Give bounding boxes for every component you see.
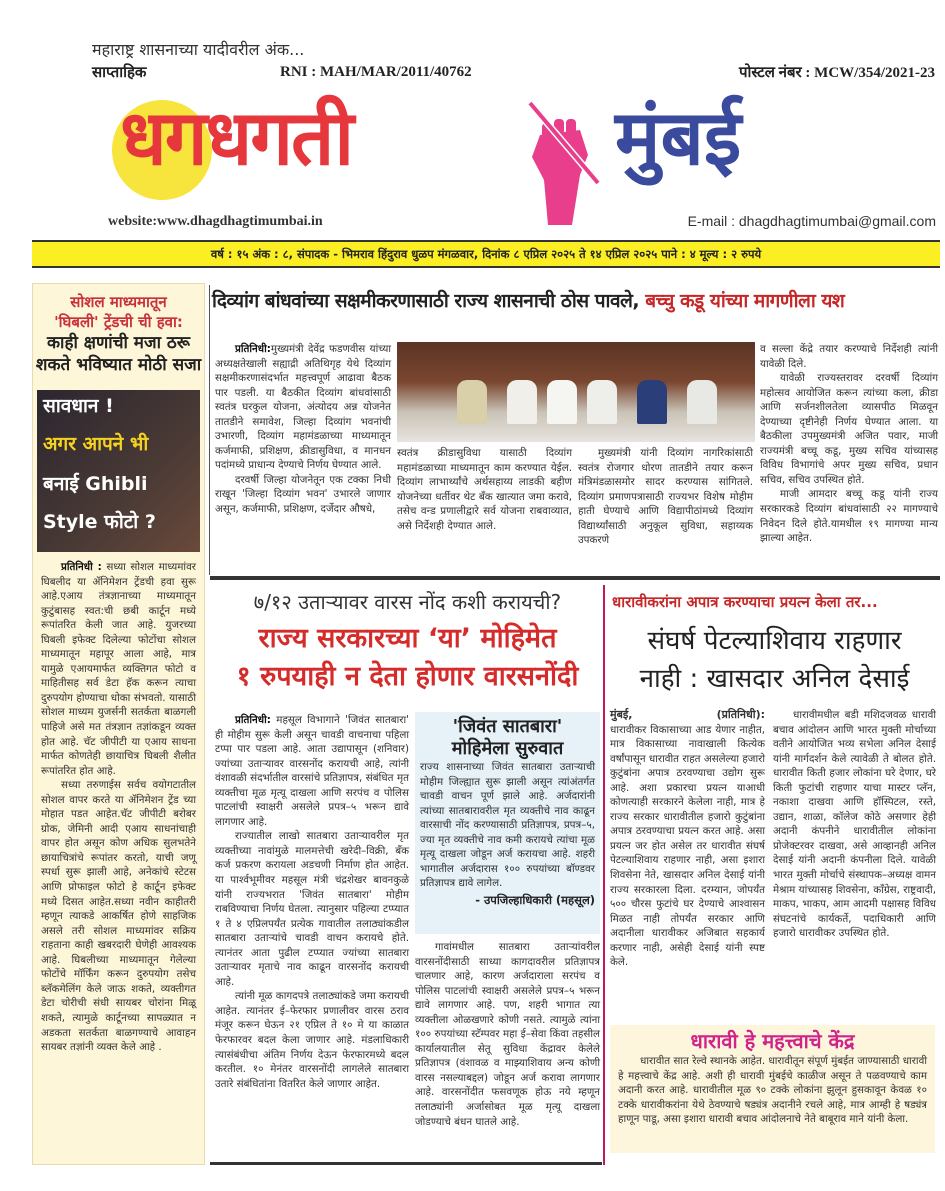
byline: (प्रतिनिधी): [716,708,765,721]
dateline: मुंबई, [610,708,633,721]
left-kicker-1: सोशल माध्यमातून [70,293,167,311]
top-article-col4 [760,342,938,546]
top-headline [212,290,938,312]
email-link[interactable]: E-mail : dhagdhagtimumbai@gmail.com [687,213,936,229]
middle-article-col1 [215,713,409,1091]
headline-line: संघर्ष पेटल्याशिवाय राहणार [647,626,902,656]
top-article-col2: स्वतंत्र क्रीडासुविधा यासाठी दिव्यांग महामंडळाच्या माध्यमातून काम करण्यात येईल. दिव्यांग लाभार्थ्यांचे अर्थसहाय्य लाडकी बहीण योजनेच्या धर्तीवर थेट बँक खात्यात जमा करावे, तसेच वन्ड प्रणालीद्वारे सर्व योजना राबवाव्यात, असे निर्देशही देण्यात आले. [397,447,572,532]
headline-line: राज्य सरकारच्या ‘या’ मोहिमेत [258,623,557,654]
website-link[interactable]: website:www.dhagdhagtimumbai.in [108,214,323,229]
postal-number: पोस्टल नंबर : MCW/354/2021-23 [738,65,935,81]
left-kicker-2: 'घिबली' ट्रेंडची ची हवा: [54,313,183,331]
issue-info-bar: वर्ष : १५ अंक : ८, संपादक - भिमराव हिंदुराव धुळप मंगळवार, दिनांक ८ एप्रिल २०२५ ते १४ एप्रिल २०२५ पाने : ४ मूल्य : २ रुपये [32,240,940,268]
box-text: राज्य शासनाच्या जिवंत सातबारा उताऱ्याची मोहीम जिल्ह्यात सुरू झाली असून त्यांअंतर्गत चावडी वाचन पूर्ण झाले आहे. अर्जदारांनी त्यांच्या सातबारावरील मृत व्यक्तीचे नाव काढून वारसाची नोंद करण्यासाठी प्रतिज्ञापत्र, प्रपत्र–५, ज्या मृत व्यक्तीचे नाव कमी करायचे त्यांचा मूळ मृत्यू दाखला जोडून अर्ज करायचा आहे. शहरी भागातील अर्जदारास १०० रुपयांच्या बॉण्डवर प्रतिज्ञापत्र द्यावे लागेल. [420,761,595,890]
right-article-col1 [610,708,765,970]
paragraph: यावेळी राज्यस्तरावर दरवर्षी दिव्यांग महोत्सव आयोजित करून त्यांच्या कला, क्रीडा आणि सर्जनशीलतेला व्यासपीठ मिळवून देण्याच्या दृष्टीनेही निर्णय घेण्यात आला. या बैठकीला उपमुख्यमंत्री अजित पवार, माजी राज्यमंत्री बच्चू कडू, मुख्य सचिव यांच्यासह विविध विभागांचे अपर मुख्य सचिव, प्रधान सचिव, सचिव उपस्थित होते. [760,372,938,486]
box-text: धारावीत सात रेल्वे स्थानके आहेत. धारावीतून संपूर्ण मुंबईत जाण्यासाठी धारावी हे महत्त्वाचे केंद्र आहे. अशी ही धारावी मुंबईचे काळीज असून ते पळवण्याचे काम अदानी करत आहे. धारावीतील मूळ ९० टक्के लोकांना झुलून हुसकावून केवळ १० टक्के धारावीकरांना येथे ठेवण्याचे षड्यंत्र अदानीने रचले आहे, मात्र आम्ही हे षड्यंत्र हाणून पाडू, असा इशारा धारावी बचाव आंदोलनाचे नेते बाबूराव माने यांनी केला. [618,1055,927,1126]
promo-line: सावधान ! [43,395,114,417]
top-article-col1 [215,342,391,517]
fist-pen-icon [510,95,610,225]
paragraph: राज्यातील लाखो सातबारा उताऱ्यावरील मृत व्यक्तीच्या नावांमुळे मालमत्तेची खरेदी–विक्री, बँक कर्ज प्रकरण करायला अडचणी निर्माण होत आहेत. या पार्श्वभूमीवर महसूल मंत्री चंद्रशेखर बावनकुळे यांनी राज्यभरात 'जिवंत सातबारा' मोहीम राबविण्याचा निर्णय घेतला. त्यानुसार पहिल्या टप्प्यात १ ते ४ एप्रिलपर्यंत प्रत्येक गावातील तलाठ्यांकडील सातबारा उताऱ्यांचे चावडी वाचन करायचे होते. त्यानंतर आता पुढील टप्प्यात ज्यांच्या सातबारा उताऱ्यावर मृताचे नाव काढून वारसनोंद करायची आहे. [215,830,409,988]
promo-line: बनाई Ghibli [43,473,148,495]
headline-line: नाही : खासदार अनिल देसाई [639,664,910,694]
left-article-body [33,560,204,1055]
meeting-photo [397,342,755,442]
divider [603,585,605,1165]
middle-subhead: ७/१२ उताऱ्यावर वारस नोंद कशी करायची? [253,590,562,614]
right-article-col2: धारावीमधील बडी मशिदजवळ धारावी बचाव आंदोलन आणि भारत मुक्ती मोर्चाच्या वतीने आयोजित भव्य सभेला अनिल देसाई यांनी मार्गदर्शन केले त्यावेळी ते बोलत होते. धारावीत किती हजार लोकांना घरे देणार, घरे किती फुटांची राहणार याचा मास्टर प्लॅन, नकाशा दाखवा आणि हॉस्पिटल, रस्ते, उद्यान, शाळा, कॉलेज कोठे असणार हेही अदानी कंपनीने धारावीतील लोकांना प्रोजेक्टरवर दाखवा, असे आव्हानही अनिल देसाई यांनी अदानी कंपनीला दिले. यावेळी भारत मुक्ती मोर्चाचे संस्थापक–अध्यक्ष वामन मेश्राम यांच्यासह शिवसेना, काँग्रेस, राष्ट्रवादी, माकप, भाकप, आम आदमी पक्षासह विविध संघटनांचे कार्यकर्ते, पदाधिकारी आणि हजारो धारावीकर उपस्थित होते. [773,709,936,940]
byline: प्रतिनिधी: [235,714,271,726]
masthead-frequency: साप्ताहिक [92,63,147,81]
paragraph: मुख्यमंत्री देवेंद्र फडणवीस यांच्या अध्यक्षतेखाली सह्याद्री अतिथिगृह येथे दिव्यांग सक्षमीकरणासंदर्भात महत्त्वपूर्ण आढावा बैठक पार पडली. या बैठकीत दिव्यांग बांधवांसाठी स्वतंत्र घरकुल योजना, अंत्योदय अन्न योजनेत तातडीने समावेश, जिल्हा दिव्यांग भवनांची उभारणी, दिव्यांग महामंडळाच्या माध्यमातून कर्जमाफी, प्रशिक्षण, क्रीडासुविधा, व मानधन पदांमध्ये प्राधान्य देण्याचे निर्णय घेण्यात आले. [215,343,391,472]
logo-title-part1: धगधगती [120,93,353,182]
section-rule [210,1162,602,1165]
logo-title-part2: मुंबई [615,93,742,182]
headline-red-text: बच्चु कडू यांच्या मागणीला यश [645,290,845,312]
middle-article-col2: गावांमधील सातबारा उताऱ्यांवरील वारसनोंदीसाठी साध्या कागदावरील प्रतिज्ञापत्र चालणार आहे, कारण अर्जदाराला सरपंच व पोलिस पाटलांची स्वाक्षरी असलेले प्रपत्र–५ भरून द्यावे लागणार आहे. पण, शहरी भागात त्या व्यक्तीला ओळखणारे कोणी नसते. त्यामुळे त्यांना १०० रुपयांच्या स्टॅम्पवर महा ई–सेवा किंवा तहसील कार्यालयातील सेतू सुविधा केंद्रावर केलेले प्रतिज्ञापत्र (वंशावळ व माझ्याशिवाय अन्य कोणी वारस नसल्याबद्दल) जोडून अर्ज करावा लागणार आहे. वारसनोंदीत फसवणूक होऊ नये म्हणून तलाठ्यांनी अर्जासोबत मूळ मृत्यू दाखला जोडण्याचे बंधन घातले आहे. [415,941,600,1128]
top-article-col3: मुख्यमंत्री यांनी दिव्यांग नागरिकांसाठी स्वतंत्र रोजगार धोरण तातडीने तयार करून मंत्रिमंडळासमोर सादर करण्यास सांगितले. दिव्यांग प्रमाणपत्रासाठी राज्यभर विशेष मोहीम हाती घेण्याचे आणि विद्यापीठांमध्ये दिव्यांग विद्यार्थ्यांसाठी अनुकूल सुविधा, सहाय्यक उपकरणे [578,447,753,547]
right-headline [612,622,937,698]
box-signature: - उपजिल्हाधिकारी (महसूल) [475,892,595,907]
right-subhead: धारावीकरांना अपात्र करण्याचा प्रयत्न केला तर... [612,593,878,611]
paragraph: धारावीकर विकासाच्या आड येणार नाहीत, मात्र विकासाच्या नावाखाली कित्येक वर्षांपासून धारावीत राहत असलेल्या हजारो कुटुंबांना अपात्र ठरवण्याचा उद्योग सुरू आहे. अशा प्रकारचा प्रयत्न याआधी कोणत्याही सरकारने केलेला नाही, मात्र हे राज्य सरकार धारावीतील हजारो कुटुंबांना अपात्र ठरवण्याचा प्रयत्न करत आहे. असा प्रयत्न जर होत असेल तर धारावीत संघर्ष पेटल्याशिवाय राहणार नाही, असा इशारा शिवसेना नेते, खासदार अनिल देसाई यांनी राज्य सरकारला दिला. दरम्यान, जोपर्यंत ५०० चौरस फुटांचे घर देण्याचे आश्वासन मिळत नाही तोपर्यंत सरकार आणि अदानीला धारावीकर अजिबात सहकार्य करणार नाही, असेही देसाई यांनी स्पष्ट केले. [610,723,765,969]
left-article [32,283,205,1165]
paragraph: दरवर्षी जिल्हा योजनेतून एक टक्का निधी राखून 'जिल्हा दिव्यांग भवन' उभारले जाणार असून, कर्जमाफी, प्रशिक्षण, दर्जेदार औषधे, [215,473,391,516]
box-title: धारावी हे महत्त्वाचे केंद्र [690,1029,855,1053]
headline-line: १ रुपयाही न देता होणार वारसनोंदी [236,661,579,692]
promo-line: Style फोटो ? [43,511,156,533]
middle-headline [215,620,600,696]
paragraph: महसूल विभागाने 'जिवंत सातबारा' ही मोहीम सुरू केली असून चावडी वाचनाचा पहिला टप्पा पार पडला आहे. आता उद्यापासून (शनिवार) ज्यांच्या उताऱ्यावर वारसनोंद करायची आहे, त्यांनी वंशावळी संदर्भातील वारसांचे प्रतिज्ञापत्र, संबंधित मृत व्यक्तीचा मूळ मृत्यू दाखला आणि सरपंच व पोलिस पाटलांची स्वाक्षरी असलेले प्रपत्र–५ भरून द्यावे लागणार आहे. [215,714,409,828]
section-rule [210,576,940,580]
byline: प्रतिनिधी: [235,343,271,355]
box-title: मोहिमेला सुरुवात [451,738,564,759]
paragraph: त्यांनी मूळ कागदपत्रे तलाठ्यांकडे जमा करायची आहेत. त्यानंतर ई–फेरफार प्रणालीवर वारस ठराव मंजूर करून घेऊन २१ एप्रिल ते १० मे या काळात फेरफारवर बदल केला जाणार आहे. मंडलाधिकारी त्यासंबंधीचा अंतिम निर्णय देऊन फेरफारमध्ये बदल करतील. १० मेनंतर वारसनोंदी लागलेले सातबारा उतारे संबंधितांना वितरित केले जाणार आहेत. [215,990,409,1090]
jivant-satbara-box [415,712,600,934]
ghibli-promo-image [37,390,200,552]
headline-text: दिव्यांग बांधवांच्या सक्षमीकरणासाठी राज्य शासनाची ठोस पावले, [212,290,640,312]
divider [209,285,210,575]
left-headline: काही क्षणांची मजा ठरू शकते भविष्यात मोठी सजा [35,333,202,375]
paragraph: व सल्ला केंद्रे तयार करण्याचे निर्देशही त्यांनी यावेळी दिले. [760,343,938,370]
dharavi-box [610,1025,935,1153]
rni-number: RNI : MAH/MAR/2011/40762 [280,64,472,80]
promo-line: अगर आपने भी [43,433,149,455]
paragraph: माजी आमदार बच्चू कडू यांनी राज्य सरकारकडे दिव्यांग बांधवांसाठी २२ मागण्याचे निवेदन दिले होते.यामधील १९ मागण्या मान्य झाल्या आहेत. [760,488,938,545]
paragraph: सध्या सोशल माध्यमांवर घिबलीद या ॲनिमेशन ट्रेंडची हवा सुरू आहे.एआय तंत्रज्ञानाच्या माध्यमातून कुटुंबासह स्वत:ची छबी कार्टून मध्ये रूपांतरित केली जात आहे. युजरच्या घिबली इफेक्ट दिलेल्या फोटोंचा सोशल माध्यमातून महापूर आला आहे, मात्र यामुळे एआयमार्फत व्यक्तिगत फोटो व माहितीसह सर्व डेटा हॅक करून त्याचा दुरुपयोग होण्याचा धोका संभवतो. यासाठी सोशल माध्यम युजर्सनी सतर्कता बाळगली पाहिजे असे मत तंत्रज्ञान तज्ञांकडून व्यक्त होत आहे. चॅट जीपीटी या एआय साधना मार्फत कोणतेही छायाचित्र घिबली शैलीत रूपांतरित होत आहे. [41,561,197,777]
masthead-tagline: महाराष्ट्र शासनाच्या यादीवरील अंक... [92,40,305,59]
byline: प्रतिनिधी : [61,561,102,573]
paragraph: सध्या तरुणाईस सर्वच वयोगटातील सोशल वापर करते या ॲनिमेशन ट्रेंड च्या मोहात पडत आहेत.चॅट जीपीटी बरोबर ग्रोक, जेमिनी आदी एआय साधनांचाही वापर होत असून कोण अधिक सुलभतेने छायाचित्रांचे रूपांतर करतो, याची जणू स्पर्धा सुरू झाली आहे, अनेकांचे स्टेटस आणि प्रोफाइल फोटो हे कार्टून इफेक्ट मध्ये दिसत आहेत.सध्या नवीन काहीतरी म्हणून त्याकडे आकर्षित होणे साहजिक असले तरी सोशल माध्यमांवर सक्रिय राहताना काही खबरदारी घेणेही आवश्यक आहे. घिबलीच्या माध्यमातून गेलेल्या फोटोंचे मॉर्फिंग करून दुरुपयोग तसेच ब्लॅकमेलिंग केले जाऊ शकते, व्यक्तीगत डेटा चोरीची संधी सायबर चोरांना मिळू शकते, त्यामुळे कार्टूनच्या सापळ्यात न अडकता सतर्कता बाळगण्याचे आवाहन सायबर तज्ञांनी व्यक्त केले आहे . [41,779,196,1054]
box-title: 'जिवंत सातबारा' [452,716,563,737]
